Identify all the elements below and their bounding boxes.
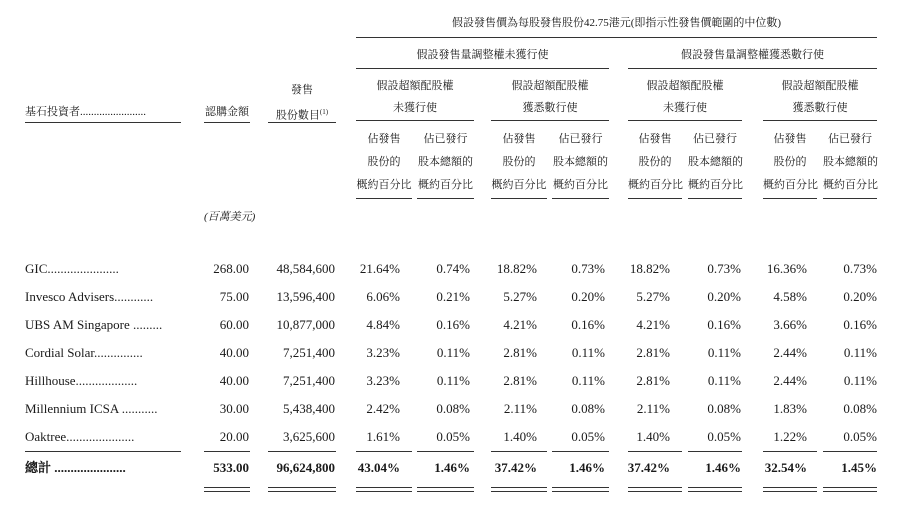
header-opt-b2-line2: 獲悉數行使: [792, 102, 848, 114]
pct-value-6: 1.46%: [705, 460, 741, 475]
header-rule-opt-b2: [763, 120, 877, 121]
header-pct-col-6-line-1: 佔已發行: [693, 133, 737, 145]
pct-value-3: 2.81%: [503, 373, 537, 388]
pct-value-8: 0.20%: [843, 289, 877, 304]
header-pct-col-6-line-2: 股本總額的: [688, 156, 743, 168]
total-double-underline: [268, 487, 336, 492]
header-pct-col-1-line-1: 佔發售: [367, 133, 401, 145]
header-opt-b1-line2: 未獲行使: [663, 102, 707, 114]
subscription-amount: 533.00: [213, 460, 249, 475]
header-opt-a2-line1: 假設超額配股權: [511, 80, 589, 92]
pct-value-8: 0.16%: [843, 317, 877, 332]
header-pct-col-6-line-3: 概約百分比: [688, 179, 743, 191]
pct-value-4: 0.11%: [571, 345, 605, 360]
header-rule-opt-a2: [491, 120, 609, 121]
total-double-underline: [491, 487, 547, 492]
total-double-underline: [763, 487, 817, 492]
header-rule-pct-col-1: [356, 198, 412, 199]
header-rule-amount: [204, 122, 250, 123]
total-top-rule: [823, 451, 877, 452]
header-pct-col-3-line-3: 概約百分比: [491, 179, 547, 191]
pct-value-3: 18.82%: [496, 261, 537, 276]
investor-name: Invesco Advisers............: [25, 289, 154, 304]
header-opt-b2-line1: 假設超額配股權: [781, 80, 859, 92]
pct-value-1: 6.06%: [366, 289, 400, 304]
pct-value-5: 2.81%: [636, 345, 670, 360]
pct-value-3: 2.81%: [503, 345, 537, 360]
pct-value-6: 0.05%: [707, 429, 741, 444]
total-double-underline: [417, 487, 474, 492]
pct-value-6: 0.16%: [707, 317, 741, 332]
pct-value-6: 0.73%: [707, 261, 741, 276]
offer-shares: 96,624,800: [276, 460, 335, 475]
pct-value-2: 0.16%: [436, 317, 470, 332]
pct-value-5: 1.40%: [636, 429, 670, 444]
pct-value-3: 4.21%: [503, 317, 537, 332]
pct-value-7: 3.66%: [773, 317, 807, 332]
header-pct-col-8-line-1: 佔已發行: [828, 133, 872, 145]
pct-value-8: 0.08%: [843, 401, 877, 416]
pct-value-5: 2.81%: [636, 373, 670, 388]
pct-value-7: 1.83%: [773, 401, 807, 416]
subscription-amount: 75.00: [219, 289, 249, 304]
pct-value-7: 16.36%: [766, 261, 807, 276]
pct-value-2: 0.11%: [436, 345, 470, 360]
pct-value-3: 2.11%: [503, 401, 537, 416]
pct-value-6: 0.20%: [707, 289, 741, 304]
pct-value-2: 0.21%: [436, 289, 470, 304]
subscription-amount: 40.00: [219, 345, 249, 360]
header-pct-col-5-line-3: 概約百分比: [628, 179, 683, 191]
header-pct-col-1-line-2: 股份的: [367, 156, 401, 168]
header-rule-pct-col-2: [417, 198, 474, 199]
subscription-amount: 30.00: [219, 401, 249, 416]
subscription-amount: 40.00: [219, 373, 249, 388]
pct-value-3: 37.42%: [494, 460, 537, 475]
investor-name: UBS AM Singapore .........: [25, 317, 163, 332]
header-rule-pct-col-7: [763, 198, 817, 199]
pct-value-4: 0.20%: [571, 289, 605, 304]
header-rule-pct-col-5: [628, 198, 682, 199]
offer-shares: 48,584,600: [276, 261, 335, 276]
pct-value-2: 0.05%: [436, 429, 470, 444]
investor-name: Hillhouse...................: [25, 373, 138, 388]
header-pct-col-2-line-1: 佔已發行: [423, 133, 468, 145]
pct-value-1: 2.42%: [366, 401, 400, 416]
header-pct-col-4-line-1: 佔已發行: [558, 133, 603, 145]
pct-value-5: 37.42%: [627, 460, 670, 475]
pct-value-1: 43.04%: [357, 460, 400, 475]
total-top-rule: [552, 451, 609, 452]
investor-name: Millennium ICSA ...........: [25, 401, 158, 416]
pct-value-5: 2.11%: [636, 401, 670, 416]
total-double-underline: [688, 487, 742, 492]
total-top-rule: [763, 451, 817, 452]
investor-name: Cordial Solar...............: [25, 345, 143, 360]
total-double-underline: [628, 487, 682, 492]
header-pct-col-2-line-2: 股本總額的: [418, 156, 473, 168]
header-rule-shares: [268, 122, 336, 123]
header-cornerstone-investor: 基石投資者........................: [25, 106, 146, 118]
pct-value-4: 0.08%: [571, 401, 605, 416]
offer-shares: 13,596,400: [276, 289, 335, 304]
header-opt-a1-line1: 假設超額配股權: [376, 80, 454, 92]
header-rule-group-b: [628, 68, 877, 69]
pct-value-5: 5.27%: [636, 289, 670, 304]
total-double-underline: [823, 487, 877, 492]
total-top-rule: [688, 451, 742, 452]
pct-value-2: 1.46%: [434, 460, 470, 475]
header-group-not-exercised: 假設發售量調整權未獲行使: [416, 49, 549, 61]
pct-value-6: 0.08%: [707, 401, 741, 416]
pct-value-6: 0.11%: [707, 345, 741, 360]
header-pct-col-2-line-3: 概約百分比: [418, 179, 473, 191]
header-pct-col-3-line-1: 佔發售: [502, 133, 536, 145]
pct-value-2: 0.08%: [436, 401, 470, 416]
pct-value-4: 0.16%: [571, 317, 605, 332]
pct-value-7: 32.54%: [764, 460, 807, 475]
header-rule-pct-col-4: [552, 198, 609, 199]
offer-shares: 7,251,400: [283, 345, 335, 360]
pct-value-8: 0.11%: [843, 373, 877, 388]
pct-value-3: 1.40%: [503, 429, 537, 444]
pct-value-1: 3.23%: [366, 345, 400, 360]
subscription-amount: 20.00: [219, 429, 249, 444]
pct-value-1: 4.84%: [366, 317, 400, 332]
header-offer-line1: 發售: [291, 84, 313, 96]
offer-shares: 3,625,600: [283, 429, 335, 444]
header-pct-col-7-line-2: 股份的: [773, 156, 807, 168]
total-top-rule: [204, 451, 250, 452]
header-pct-col-7-line-3: 概約百分比: [763, 179, 818, 191]
header-rule-investor: [25, 122, 181, 123]
offer-shares: 5,438,400: [283, 401, 335, 416]
pct-value-2: 0.11%: [436, 373, 470, 388]
pct-value-8: 0.73%: [843, 261, 877, 276]
pct-value-8: 0.11%: [843, 345, 877, 360]
header-rule-opt-b1: [628, 120, 742, 121]
pct-value-8: 0.05%: [843, 429, 877, 444]
total-top-rule: [268, 451, 336, 452]
pct-value-7: 2.44%: [773, 345, 807, 360]
header-pct-col-3-line-2: 股份的: [502, 156, 536, 168]
header-rule-top: [356, 37, 877, 38]
pct-value-7: 1.22%: [773, 429, 807, 444]
header-rule-opt-a1: [356, 120, 474, 121]
header-pct-col-8-line-3: 概約百分比: [823, 179, 878, 191]
total-top-rule: [25, 451, 181, 452]
header-offer-shares-label: 股份數目: [275, 109, 320, 122]
pct-value-6: 0.11%: [707, 373, 741, 388]
investor-name: Oaktree.....................: [25, 429, 135, 444]
subscription-amount: 60.00: [219, 317, 249, 332]
total-top-rule: [491, 451, 547, 452]
total-top-rule: [356, 451, 412, 452]
pct-value-1: 3.23%: [366, 373, 400, 388]
header-pct-col-5-line-1: 佔發售: [638, 133, 672, 145]
header-group-fully-exercised: 假設發售量調整權獲悉數行使: [681, 49, 824, 61]
header-pct-col-4-line-3: 概約百分比: [553, 179, 608, 191]
pct-value-7: 2.44%: [773, 373, 807, 388]
header-subscription-amount: 認購金額: [205, 106, 249, 118]
header-opt-a1-line2: 未獲行使: [393, 102, 437, 114]
offer-shares: 7,251,400: [283, 373, 335, 388]
header-price-assumption: 假設發售價為每股發售股份42.75港元(即指示性發售價範圍的中位數): [451, 17, 782, 29]
total-double-underline: [552, 487, 609, 492]
header-opt-b1-line1: 假設超額配股權: [646, 80, 724, 92]
header-rule-pct-col-8: [823, 198, 877, 199]
pct-value-4: 0.11%: [571, 373, 605, 388]
pct-value-4: 0.05%: [571, 429, 605, 444]
subscription-amount: 268.00: [213, 261, 249, 276]
pct-value-8: 1.45%: [841, 460, 877, 475]
header-pct-col-7-line-1: 佔發售: [773, 133, 807, 145]
pct-value-2: 0.74%: [436, 261, 470, 276]
header-rule-pct-col-6: [688, 198, 742, 199]
pct-value-3: 5.27%: [503, 289, 537, 304]
investor-name: 總計 ......................: [25, 460, 126, 475]
pct-value-5: 18.82%: [629, 261, 670, 276]
pct-value-1: 21.64%: [359, 261, 400, 276]
pct-value-4: 0.73%: [571, 261, 605, 276]
total-top-rule: [417, 451, 474, 452]
pct-value-4: 1.46%: [569, 460, 605, 475]
header-unit-usd-million: (百萬美元): [204, 211, 256, 223]
pct-value-7: 4.58%: [773, 289, 807, 304]
header-opt-a2-line2: 獲悉數行使: [522, 102, 578, 114]
header-pct-col-5-line-2: 股份的: [638, 156, 672, 168]
pct-value-5: 4.21%: [636, 317, 670, 332]
header-pct-col-1-line-3: 概約百分比: [356, 179, 412, 191]
investor-name: GIC......................: [25, 261, 119, 276]
header-pct-col-8-line-2: 股本總額的: [823, 156, 878, 168]
total-double-underline: [204, 487, 250, 492]
header-pct-col-4-line-2: 股本總額的: [553, 156, 608, 168]
pct-value-1: 1.61%: [366, 429, 400, 444]
total-top-rule: [628, 451, 682, 452]
footnote-marker: (1): [319, 108, 329, 116]
offer-shares: 10,877,000: [276, 317, 335, 332]
total-double-underline: [356, 487, 412, 492]
header-rule-group-a: [356, 68, 609, 69]
header-rule-pct-col-3: [491, 198, 547, 199]
